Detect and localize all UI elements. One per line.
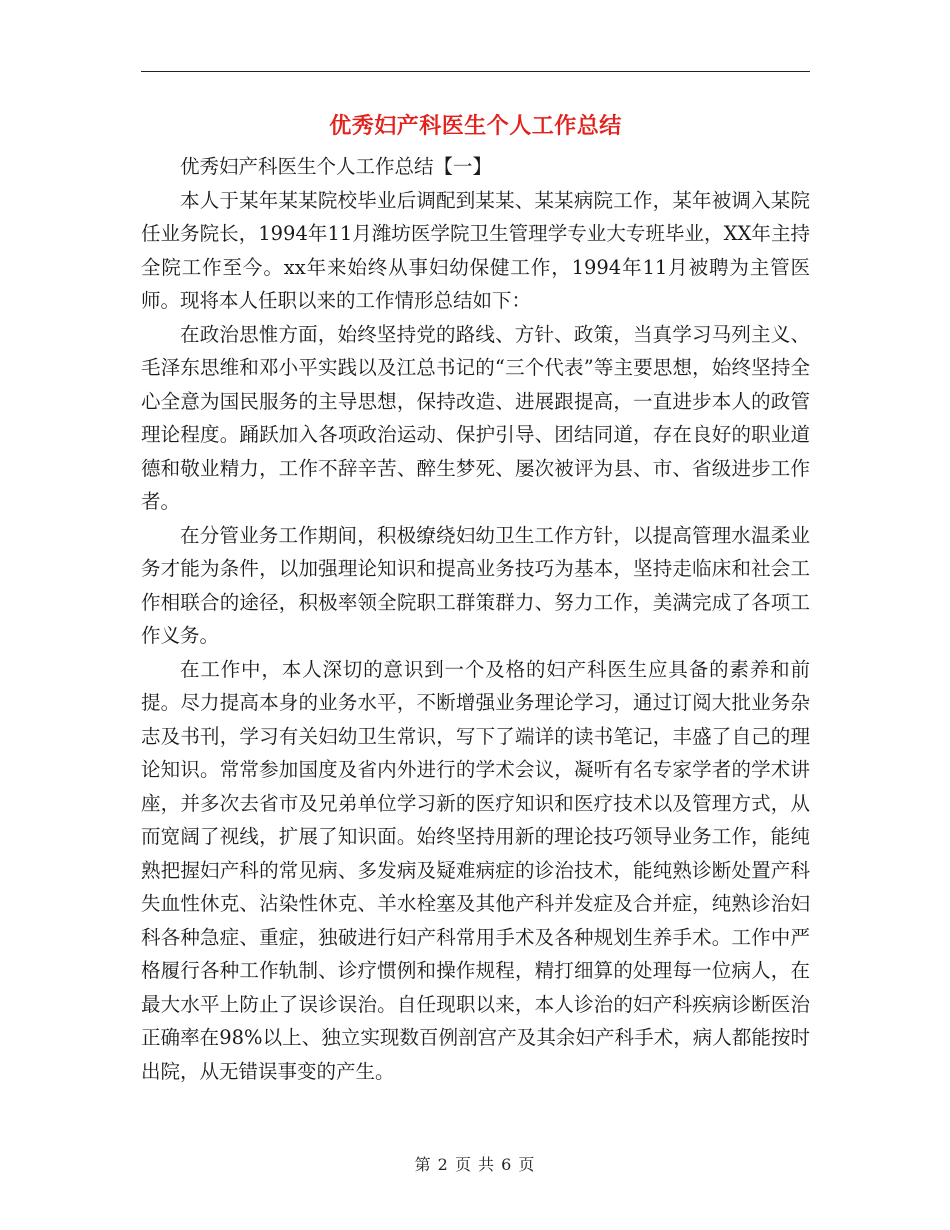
paragraph-politics: 在政治思惟方面，始终坚持党的路线、方针、政策，当真学习马列主义、毛泽东思维和邓小平实践以及江总书记的“三个代表”等主要思想，始终坚持全心全意为国民服务的主导思想，保持改造、进展跟提高，一直进步本人的政管理论程度。踊跃加入各项政治运动、保护引导、团结同道，存在良好的职业道德和敬业精力，工作不辞辛苦、醉生梦死、屡次被评为县、市、省级进步工作者。: [141, 322, 810, 513]
paragraph-subtitle: 优秀妇产科医生个人工作总结【一】: [180, 155, 493, 178]
document-body: [141, 150, 810, 1088]
paragraph-work: 在工作中，本人深切的意识到一个及格的妇产科医生应具备的素养和前提。尽力提高本身的业务水平，不断增强业务理论学习，通过订阅大批业务杂志及书刊，学习有关妇幼卫生常识，写下了端详的读书笔记，丰盛了自己的理论知识。常常参加国度及省内外进行的学术会议，凝听有名专家学者的学术讲座，并多次去省市及兄弟单位学习新的医疗知识和医疗技术以及管理方式，从而宽阔了视线，扩展了知识面。始终坚持用新的理论技巧领导业务工作，能纯熟把握妇产科的常见病、多发病及疑难病症的诊治技术，能纯熟诊断处置产科失血性休克、沾染性休克、羊水栓塞及其他产科并发症及合并症，纯熟诊治妇科各种急症、重症，独破进行妇产科常用手术及各种规划生养手术。工作中严格履行各种工作轨制、诊疗惯例和操作规程，精打细算的处理每一位病人，在最大水平上防止了误诊误治。自任现职以来，本人诊治的妇产科疾病诊断医治正确率在98%以上、独立实现数百例剖宫产及其余妇产科手术，病人都能按时出院，从无错误事变的产生。: [141, 657, 810, 1083]
header-rule: [141, 71, 810, 72]
paragraph-intro: 本人于某年某某院校毕业后调配到某某、某某病院工作，某年被调入某院任业务院长，1994年11月潍坊医学院卫生管理学专业大专班毕业，XX年主持全院工作至今。xx年来始终从事妇幼保健工作，1994年11月被聘为主管医师。现将本人任职以来的工作情形总结如下：: [141, 188, 810, 312]
page-number-footer: 第 2 页 共 6 页: [414, 1155, 536, 1174]
paragraph-management: 在分管业务工作期间，积极缭绕妇幼卫生工作方针，以提高管理水温柔业务才能为条件，以加强理论知识和提高业务技巧为基本，坚持走临床和社会工作相联合的途径，积极率领全院职工群策群力、努力工作，美满完成了各项工作义务。: [141, 523, 810, 647]
document-title: 优秀妇产科医生个人工作总结: [329, 113, 622, 139]
